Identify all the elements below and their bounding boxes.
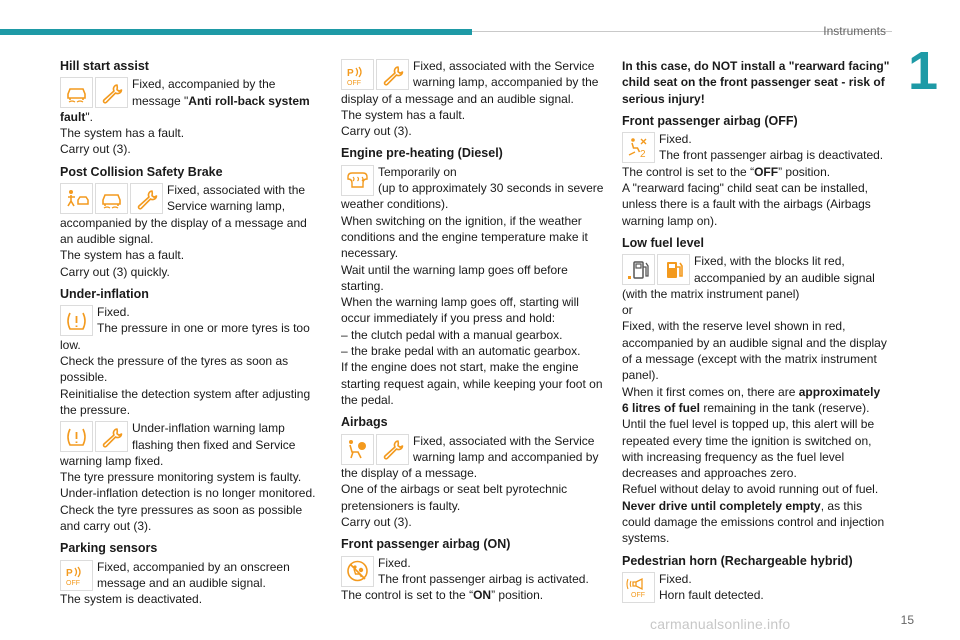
hill-start-line: Carry out (3). xyxy=(60,142,131,157)
parking-sensors-heading: Parking sensors xyxy=(60,541,158,556)
parking-fault-text: Fixed, associated with the Service warning lamp, accompanied by the display of a message and an audible signal. xyxy=(341,59,599,106)
hill-start-section xyxy=(60,58,322,158)
preheat-line: If the engine does not start, make the engine starting request again, while keeping your foot on the pedal. xyxy=(341,360,603,407)
service-wrench-icon xyxy=(95,77,128,108)
pcsb-text: Fixed, associated with the Service warning lamp, accompanied by the display of a message and an audible signal. xyxy=(60,183,307,246)
column-2 xyxy=(341,58,607,608)
preheat-line: Wait until the warning lamp goes off before starting. xyxy=(341,262,568,293)
service-wrench-icon xyxy=(376,434,409,465)
pax-off-child-seat: A "rearward facing" child seat can be installed, unless there is a fault with the airbags (Airbags warning lamp on). xyxy=(622,181,871,228)
tyre-pressure-icon xyxy=(60,421,93,452)
service-wrench-icon xyxy=(376,59,409,90)
pcsb-line: Carry out (3) quickly. xyxy=(60,264,170,279)
pax-off-lead: Fixed. xyxy=(659,132,692,147)
under-inflation-lead2: The pressure in one or more tyres is too low. xyxy=(60,321,310,352)
pedestrian-horn-section xyxy=(622,553,890,604)
pax-on-lead: Fixed. xyxy=(378,555,411,570)
glow-plug-icon xyxy=(341,165,374,196)
airbags-line: One of the airbags or seat belt pyrotechnic pretensioners is faulty. xyxy=(341,482,568,513)
car-skid-icon xyxy=(60,77,93,108)
preheat-section xyxy=(341,145,607,408)
column-1 xyxy=(60,58,322,612)
airbags-section xyxy=(341,414,607,530)
parking-sensors-off-icon xyxy=(341,59,374,90)
parking-fault-line: The system has a fault. xyxy=(341,107,466,122)
pax-on-heading: Front passenger airbag (ON) xyxy=(341,537,511,552)
low-fuel-reserve: When it first comes on, there are xyxy=(622,384,799,399)
pax-on-state: ON xyxy=(473,588,492,603)
pcsb-line: The system has a fault. xyxy=(60,248,185,263)
hill-start-text: Fixed, accompanied by the message " xyxy=(132,77,276,108)
pcsb-heading: Post Collision Safety Brake xyxy=(60,164,223,179)
pedestrian-horn-off-icon xyxy=(622,572,655,603)
under-inflation-flash-line: The tyre pressure monitoring system is faulty. xyxy=(60,470,302,485)
preheat-line: – the clutch pedal with a manual gearbox. xyxy=(341,327,563,342)
pedestrian-horn-lead2: Horn fault detected. xyxy=(659,588,764,603)
service-wrench-icon xyxy=(95,421,128,452)
preheat-line: When the warning lamp goes off, starting will occur immediately if you press and hold: xyxy=(341,295,579,326)
under-inflation-section xyxy=(60,286,322,534)
parking-fault-line: Carry out (3). xyxy=(341,124,412,139)
airbag-icon xyxy=(341,434,374,465)
parking-fault-section xyxy=(341,58,607,139)
hill-start-heading: Hill start assist xyxy=(60,59,149,73)
pax-off-state: OFF xyxy=(754,164,779,179)
pedestrian-horn-heading: Pedestrian horn (Rechargeable hybrid) xyxy=(622,553,853,568)
low-fuel-reserve-amount: approximately 6 litres of fuel xyxy=(622,384,881,415)
parking-sensors-line: The system is deactivated. xyxy=(60,592,203,607)
collision-person-icon xyxy=(60,183,93,214)
under-inflation-heading: Under-inflation xyxy=(60,286,149,301)
airbags-heading: Airbags xyxy=(341,415,388,430)
passenger-airbag-off-icon xyxy=(622,132,655,163)
preheat-line: When switching on the ignition, if the weather conditions and the engine temperature make it necessary. xyxy=(341,213,588,261)
low-fuel-line: Until the fuel level is topped up, this alert will be repeated every time the ignition is switched on, with increasing frequency as the fuel level decreases and approaches zero. xyxy=(622,417,875,481)
parking-sensors-section xyxy=(60,540,322,607)
low-fuel-line: Fixed, with the reserve level shown in red, accompanied by an audible signal and the display of a message (except with the matrix instrument panel). xyxy=(622,319,887,383)
hill-start-message: Anti roll-back system fault xyxy=(60,93,310,124)
column-3 xyxy=(622,58,890,608)
preheat-lead2: (up to approximately 30 seconds in severe weather conditions). xyxy=(341,181,604,212)
under-inflation-lead: Fixed. xyxy=(97,305,130,320)
low-fuel-never-end: , as this could damage the emissions control and injection systems. xyxy=(622,498,885,546)
section-title: Instruments xyxy=(823,24,886,38)
pax-off-line: The control is set to the “ xyxy=(622,164,755,179)
pax-on-lead2: The front passenger airbag is activated. xyxy=(378,571,589,586)
preheat-line: – the brake pedal with an automatic gearbox. xyxy=(341,344,581,359)
low-fuel-heading: Low fuel level xyxy=(622,235,704,250)
under-inflation-line: Check the pressure of the tyres as soon as possible. xyxy=(60,354,289,385)
low-fuel-never: Never drive until completely empty xyxy=(622,498,821,513)
header-accent-bar xyxy=(0,29,472,35)
tyre-pressure-icon xyxy=(60,305,93,336)
low-fuel-reserve-end: remaining in the tank (reserve). xyxy=(700,400,870,415)
low-fuel-line: Refuel without delay to avoid running out of fuel. xyxy=(622,482,879,497)
pax-off-section xyxy=(622,113,890,229)
pax-on-line-end: ” position. xyxy=(491,588,544,603)
under-inflation-flash-text: Under-inflation warning lamp flashing then fixed and Service warning lamp fixed. xyxy=(60,421,296,468)
car-skid-icon xyxy=(95,183,128,214)
preheat-heading: Engine pre-heating (Diesel) xyxy=(341,146,503,161)
chapter-number: 1 xyxy=(908,41,939,101)
watermark: carmanualsonline.info xyxy=(650,616,791,632)
hill-start-text-end: ". xyxy=(85,109,93,124)
under-inflation-line: Reinitialise the detection system after adjusting the pressure. xyxy=(60,386,311,417)
airbags-line: Carry out (3). xyxy=(341,515,412,530)
child-seat-warning: In this case, do NOT install a "rearward facing" child seat on the front passenger seat - risk of serious injury! xyxy=(622,59,890,106)
pedestrian-horn-lead: Fixed. xyxy=(659,571,692,586)
parking-sensors-off-icon xyxy=(60,560,93,591)
pax-off-heading: Front passenger airbag (OFF) xyxy=(622,113,798,128)
low-fuel-section xyxy=(622,235,890,547)
parking-sensors-text: Fixed, accompanied by an onscreen message and an audible signal. xyxy=(97,559,290,590)
pax-on-section xyxy=(341,536,607,603)
under-inflation-flash-line: Check the tyre pressures as soon as possible and carry out (3). xyxy=(60,502,303,534)
passenger-airbag-on-icon xyxy=(341,556,374,587)
pax-on-line: The control is set to the “ xyxy=(341,588,474,603)
pax-off-lead2: The front passenger airbag is deactivated. xyxy=(659,148,884,163)
pax-off-line-end: ” position. xyxy=(778,164,831,179)
page-number: 15 xyxy=(900,613,914,627)
fuel-pump-outline-icon xyxy=(622,254,655,285)
airbags-text: Fixed, associated with the Service warning lamp and accompanied by the display of a message. xyxy=(341,433,599,481)
pcsb-section xyxy=(60,164,322,280)
preheat-lead: Temporarily on xyxy=(378,164,457,179)
under-inflation-flash-line: Under-inflation detection is no longer monitored. xyxy=(60,486,316,501)
low-fuel-text: Fixed, with the blocks lit red, accompanied by an audible signal (with the matrix instrument panel) xyxy=(622,254,875,301)
hill-start-line: The system has a fault. xyxy=(60,126,185,141)
service-wrench-icon xyxy=(130,183,163,214)
fuel-pump-filled-icon xyxy=(657,254,690,285)
low-fuel-line: or xyxy=(622,303,633,318)
